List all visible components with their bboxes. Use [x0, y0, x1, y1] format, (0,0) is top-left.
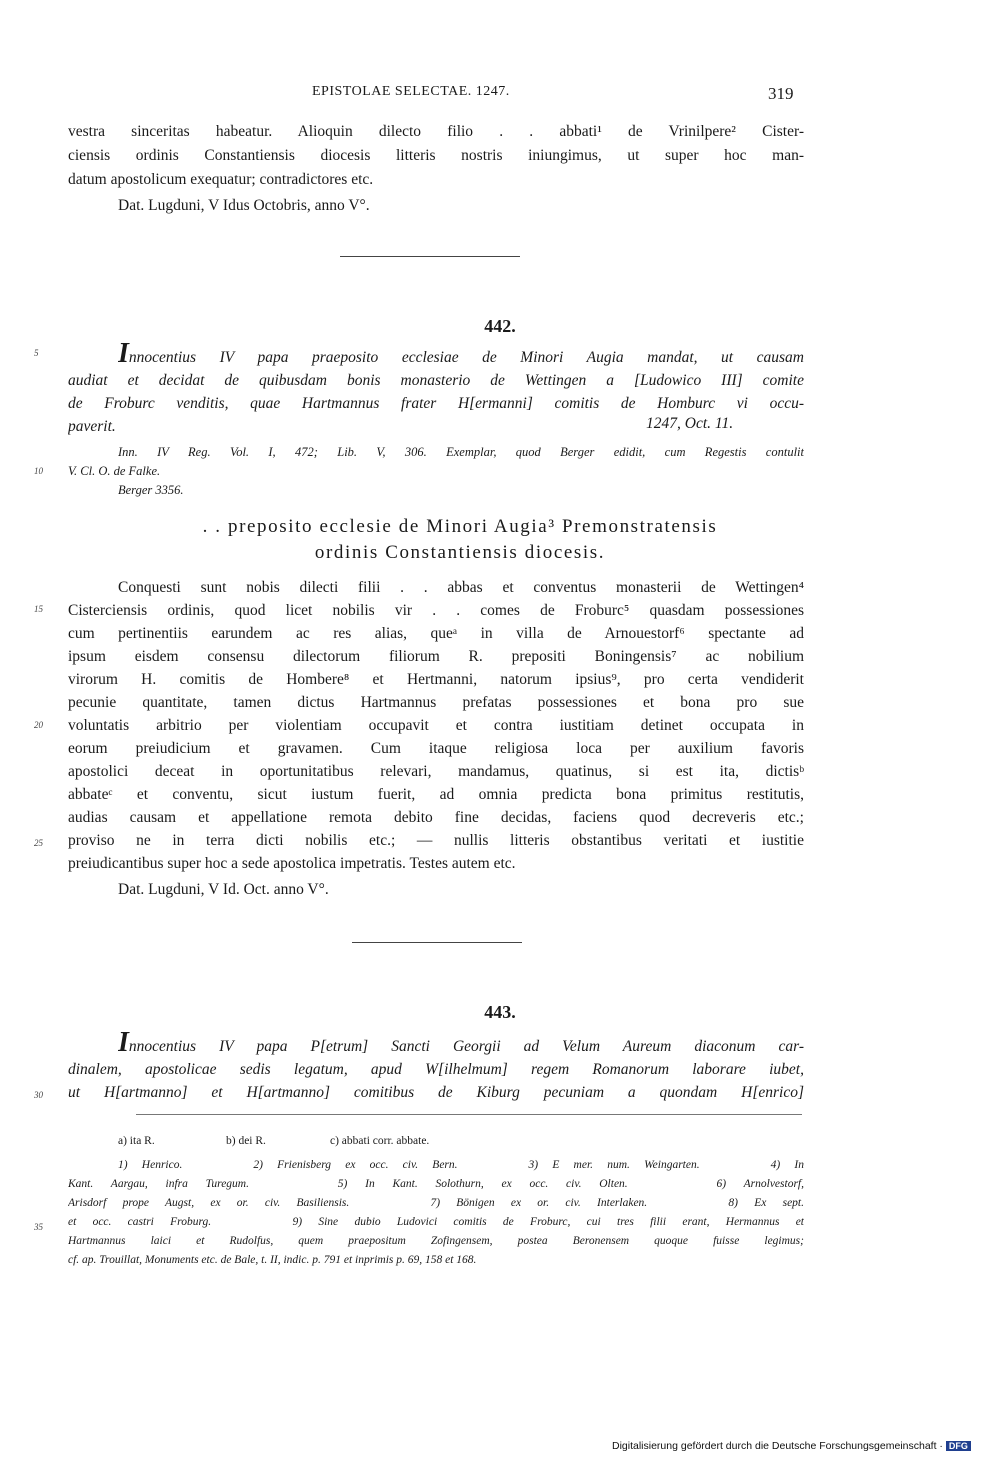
margin-line-number: 30: [34, 1090, 43, 1100]
body-line: apostolici deceat in oportunitatibus relevari, mandamus, quatinus, si est ita, dictisᵇ: [68, 763, 804, 780]
margin-line-number: 25: [34, 838, 43, 848]
margin-line-number: 35: [34, 1222, 43, 1232]
text-line: datum apostolicum exequatur; contradictores etc.: [68, 171, 374, 188]
letter-number: 442.: [484, 316, 516, 336]
footnote: a) ita R.: [118, 1135, 155, 1147]
footnote-divider: [136, 1114, 802, 1115]
margin-line-number: 10: [34, 466, 43, 476]
footnote: b) dei R.: [226, 1135, 266, 1147]
footnote-line: Hartmannus laici et Rudolfus, quem praepositum Zofingensem, postea Beronensem quoque fuisse legimus;: [68, 1235, 804, 1247]
margin-line-number: 20: [34, 720, 43, 730]
summary-line: ut H[artmanno] et H[artmanno] comitibus de Kiburg pecuniam a quondam H[enrico]: [68, 1084, 804, 1101]
footnote-line: Kant. Aargau, infra Turegum. 5) In Kant. Solothurn, ex occ. civ. Olten. 6) Arnolvestorf,: [68, 1178, 804, 1190]
source-line: Inn. IV Reg. Vol. I, 472; Lib. V, 306. Exemplar, quod Berger edidit, cum Regestis contulit: [118, 445, 804, 459]
section-divider: [340, 256, 520, 257]
address-line: . . preposito ecclesie de Minori Augia³ Premonstratensis: [202, 516, 718, 537]
letter-number: 443.: [484, 1002, 516, 1022]
footnote-line: et occ. castri Froburg. 9) Sine dubio Ludovici comitis de Froburc, cui tres filii erant, Hermannus et: [68, 1216, 804, 1228]
initial-letter: I: [118, 1031, 129, 1058]
body-line: proviso ne in terra dicti nobilis etc.; — nullis litteris obstantibus veritati et iustitie: [68, 832, 804, 849]
summary-line: Innocentius IV papa P[etrum] Sancti Georgii ad Velum Aureum diaconum car-: [118, 1031, 804, 1058]
body-line: cum pertinentiis earundem ac res alias, queᵃ in villa de Arnouestorf⁶ spectante ad: [68, 625, 804, 642]
body-line: pecunie quantitate, tamen dictus Hartmannus prefatas possessiones et bona pro sue: [68, 694, 804, 711]
body-line: eorum preiudicium et gravamen. Cum itaque religiosa loca per auxilium favoris: [68, 740, 804, 757]
source-line: V. Cl. O. de Falke.: [68, 464, 161, 478]
footnote-line: 1) Henrico. 2) Frienisberg ex occ. civ. Bern. 3) E mer. num. Weingarten. 4) In: [118, 1159, 804, 1171]
running-header: EPISTOLAE SELECTAE. 1247.: [312, 84, 510, 99]
address-line: ordinis Constantiensis diocesis.: [314, 542, 606, 563]
text-line: ciensis ordinis Constantiensis diocesis litteris nostris iniungimus, ut super hoc man-: [68, 147, 804, 164]
section-divider: [352, 942, 522, 943]
text-line: vestra sinceritas habeatur. Alioquin dilecto filio . . abbati¹ de Vrinilpere² Cister-: [68, 123, 804, 140]
summary-line: paverit.: [68, 418, 116, 435]
dating-clause: Dat. Lugduni, V Id. Oct. anno V°.: [118, 881, 329, 898]
summary-line: de Froburc venditis, quae Hartmannus frater H[ermanni] comitis de Homburc vi occu-: [68, 395, 804, 412]
body-line: virorum H. comitis de Hombere⁸ et Hertmanni, natorum ipsius⁹, pro certa vendiderit: [68, 671, 804, 688]
summary-line: dinalem, apostolicae sedis legatum, apud W[ilhelmum] regem Romanorum laborare iubet,: [68, 1061, 804, 1078]
footnote-line: cf. ap. Trouillat, Monuments etc. de Bale, t. II, indic. p. 791 et inprimis p. 69, 158 et 168.: [68, 1254, 477, 1266]
margin-line-number: 5: [34, 348, 39, 358]
body-line: Conquesti sunt nobis dilecti filii . . abbas et conventus monasterii de Wettingen⁴: [118, 579, 804, 596]
margin-line-number: 15: [34, 604, 43, 614]
source-line: Berger 3356.: [118, 483, 184, 497]
footnote-line: Arisdorf prope Augst, ex or. civ. Basiliensis. 7) Bönigen ex or. civ. Interlaken. 8) Ex sept.: [68, 1197, 804, 1209]
body-line: audias causam et appellatione remota debito fine decidas, faciens quod decreveris etc.;: [68, 809, 804, 826]
digitization-credit: Digitalisierung gefördert durch die Deutsche Forschungsgemeinschaft · DFG: [612, 1440, 971, 1452]
page-number: 319: [768, 84, 794, 103]
footnote: c) abbati corr. abbate.: [330, 1135, 430, 1147]
body-line: voluntatis arbitrio per violentiam occupavit et contra iustitiam detinet occupata in: [68, 717, 804, 734]
summary-line: audiat et decidat de quibusdam bonis monasterio de Wettingen a [Ludowico III] comite: [68, 372, 804, 389]
letter-date: 1247, Oct. 11.: [646, 415, 734, 432]
body-line: abbateᶜ et conventu, sicut iustum fuerit, ad omnia predicta bona primitus restitutis,: [68, 786, 804, 803]
body-line: Cisterciensis ordinis, quod licet nobilis vir . . comes de Froburc⁵ quasdam possessiones: [68, 602, 804, 619]
dating-clause: Dat. Lugduni, V Idus Octobris, anno V°.: [118, 197, 370, 214]
initial-letter: I: [118, 342, 129, 369]
body-line: preiudicantibus super hoc a sede apostolica impetratis. Testes autem etc.: [68, 855, 516, 872]
body-line: ipsum eisdem consensu dilectorum filiorum R. prepositi Boningensis⁷ ac nobilium: [68, 648, 804, 665]
summary-line: Innocentius IV papa praeposito ecclesiae de Minori Augia mandat, ut causam: [118, 342, 804, 369]
dfg-logo: DFG: [946, 1441, 971, 1451]
